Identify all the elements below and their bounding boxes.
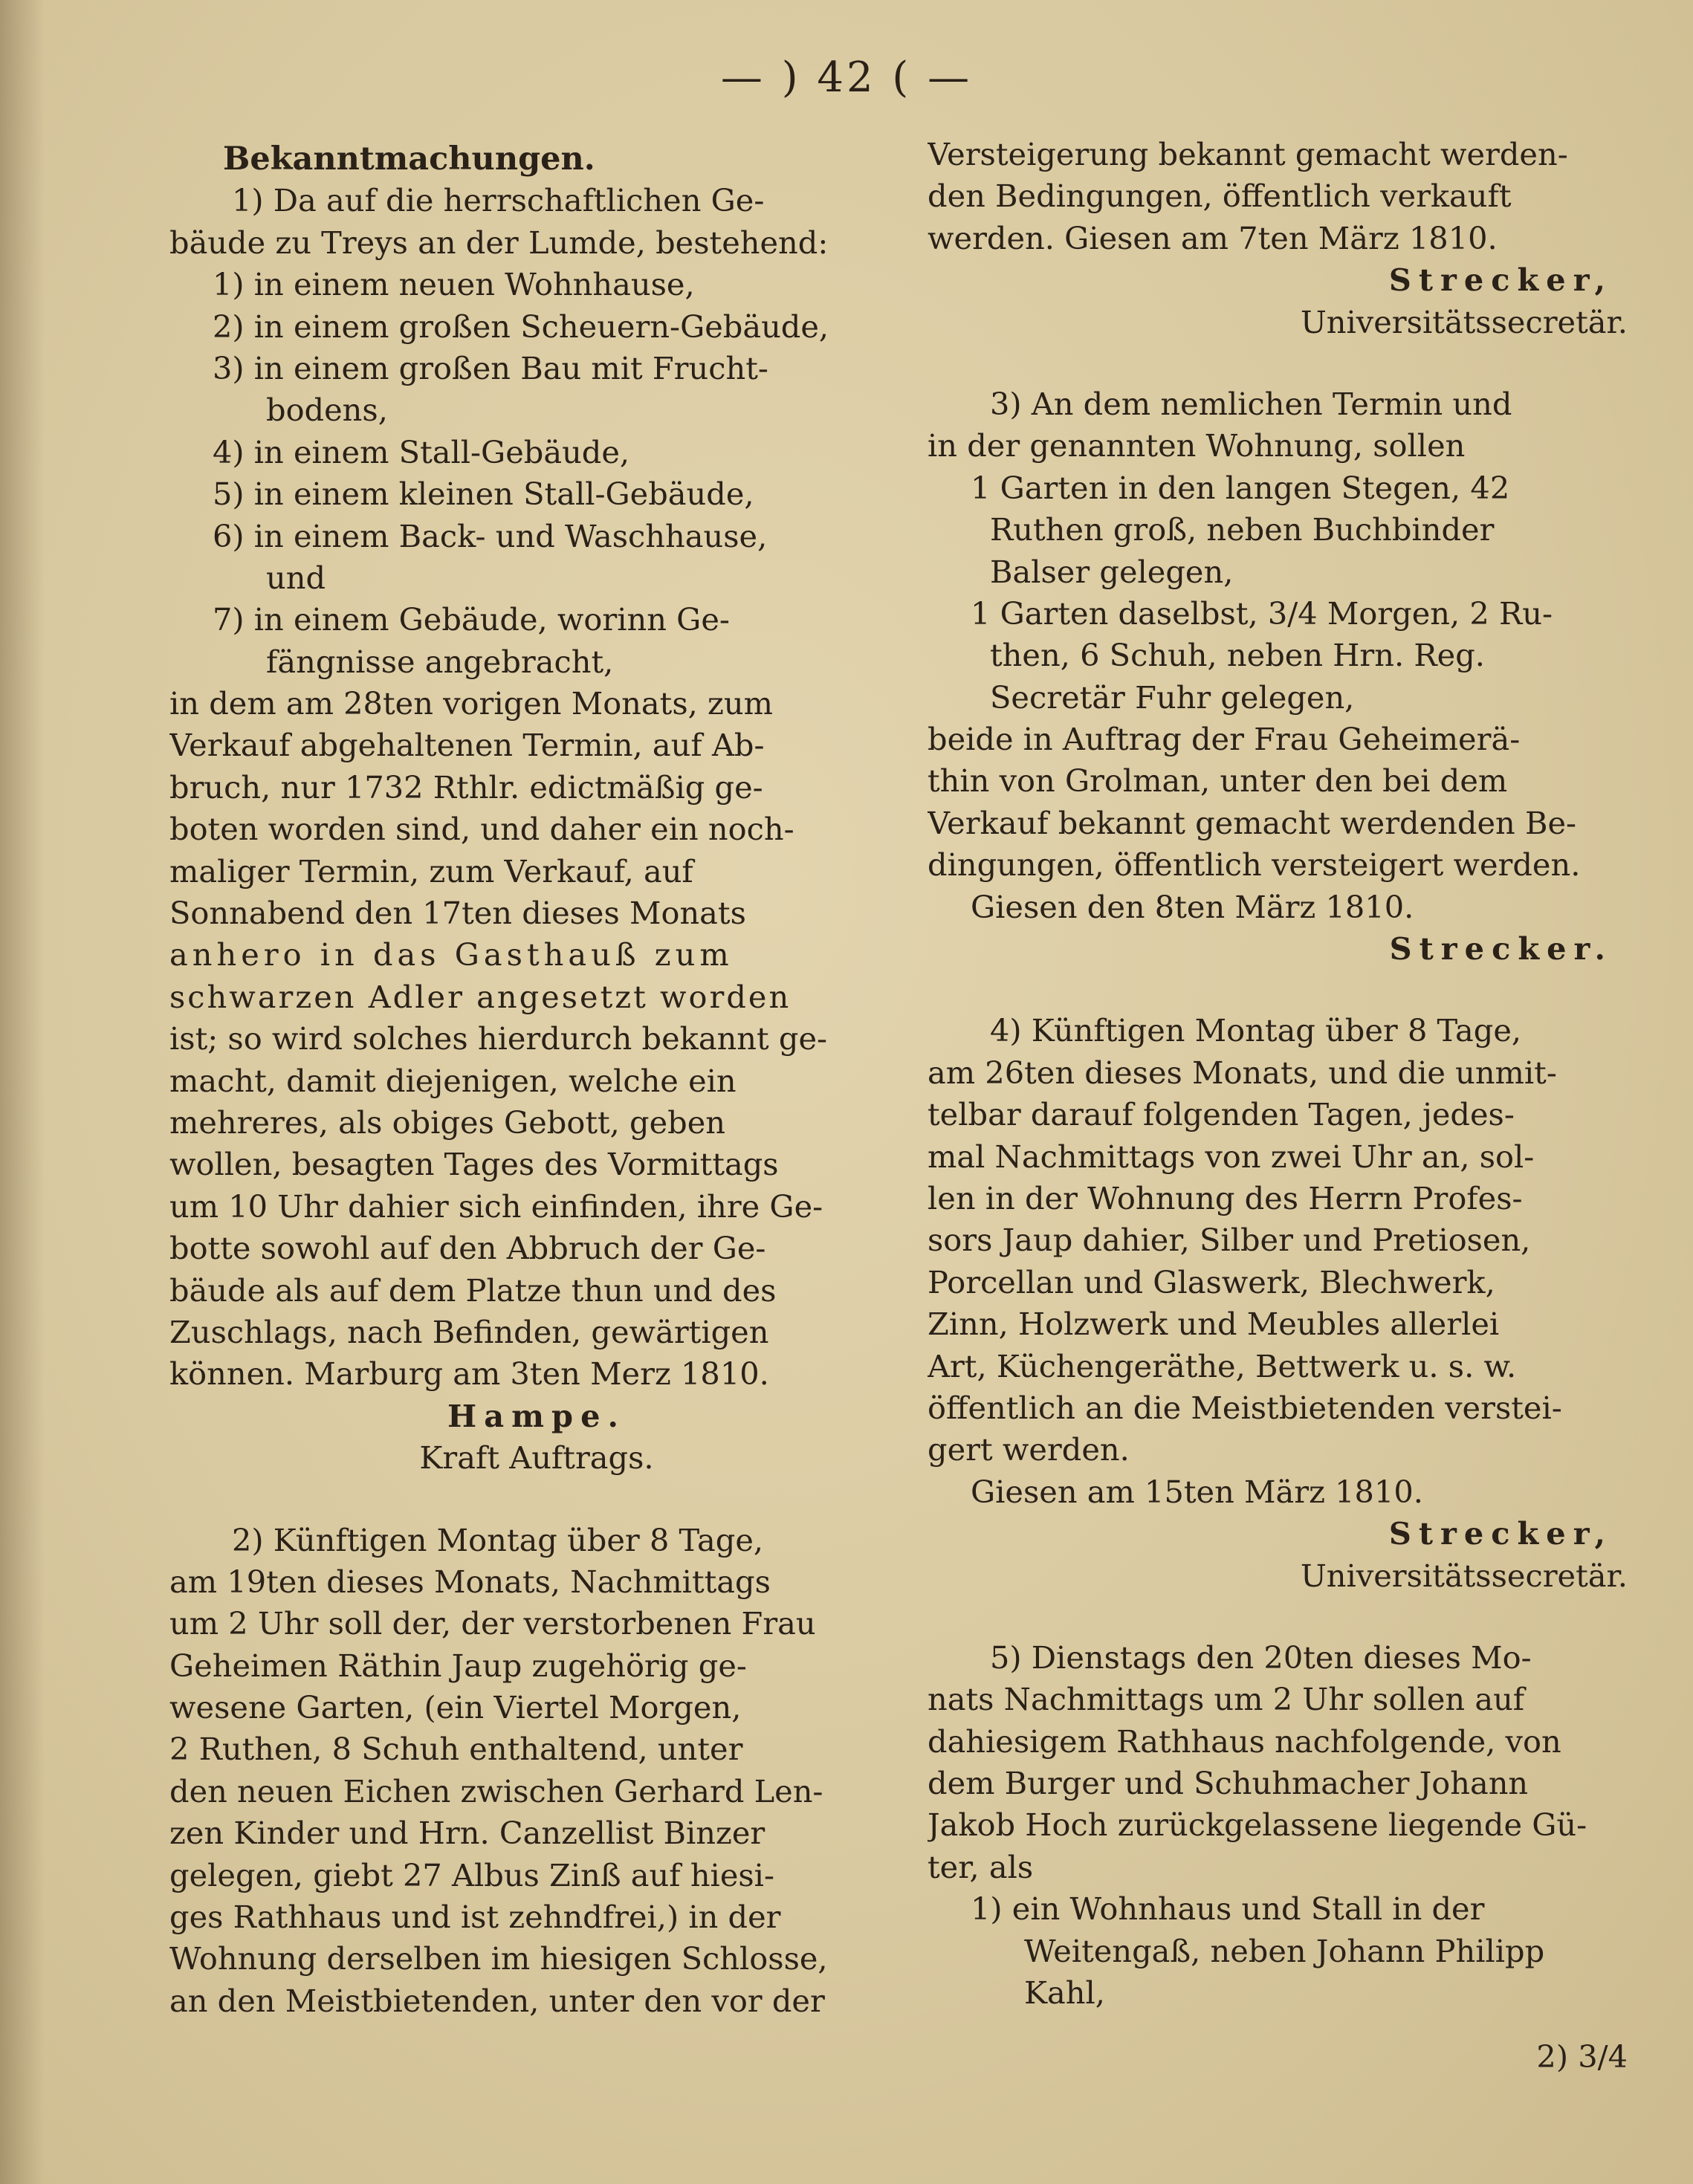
text-line: wesene Garten, (ein Viertel Morgen, [169, 1689, 742, 1726]
list-item: 1 Garten in den langen Stegen, 42 [971, 469, 1510, 506]
list-item: Weitengaß, neben Johann Philipp [1024, 1932, 1545, 1969]
text-line: Verkauf abgehaltenen Termin, auf Ab- [169, 727, 765, 764]
text-line: macht, damit diejenigen, welche ein [169, 1062, 737, 1099]
text-line: dahiesigem Rathhaus nachfolgende, von [928, 1723, 1561, 1760]
list-item: 7) in einem Gebäude, worinn Ge- [213, 601, 730, 638]
text-line: 2) Künftigen Montag über 8 Tage, [232, 1521, 764, 1558]
text-line: Verkauf bekannt gemacht werdenden Be- [928, 804, 1577, 841]
text-line: ter, als [928, 1848, 1034, 1885]
text-line: 5) Dienstags den 20ten dieses Mo- [990, 1639, 1532, 1676]
text-line: 4) Künftigen Montag über 8 Tage, [990, 1012, 1522, 1049]
signature-note: Kraft Auftrags. [419, 1439, 654, 1477]
page-number: — ) 42 ( — [720, 54, 973, 102]
list-item: und [266, 559, 326, 596]
list-item: bodens, [266, 392, 388, 429]
list-item: 1) in einem neuen Wohnhause, [213, 266, 695, 303]
text-line: Giesen am 15ten März 1810. [971, 1473, 1423, 1510]
text-line: den neuen Eichen zwischen Gerhard Len- [169, 1772, 823, 1809]
signature-title: Universitätssecretär. [1300, 303, 1628, 340]
gutter-shadow [0, 0, 45, 2184]
text-line: 1) Da auf die herrschaftlichen Ge- [232, 182, 765, 219]
list-item: 2) in einem großen Scheuern-Gebäude, [213, 308, 829, 345]
text-line: in der genannten Wohnung, sollen [928, 427, 1466, 464]
text-line: boten worden sind, und daher ein noch- [169, 811, 794, 848]
text-line: am 26ten dieses Monats, und die unmit- [928, 1054, 1557, 1091]
section-heading: Bekanntmachungen. [223, 140, 595, 178]
text-line: ges Rathhaus und ist zehndfrei,) in der [169, 1899, 781, 1936]
text-line: öffentlich an die Meistbietenden verstei- [928, 1389, 1562, 1426]
text-line: wollen, besagten Tages des Vormittags [169, 1146, 779, 1183]
text-line: gert werden. [928, 1431, 1130, 1468]
text-line: 2 Ruthen, 8 Schuh enthaltend, unter [169, 1731, 743, 1768]
right-column [928, 134, 1642, 2078]
text-line: mehreres, als obiges Gebott, geben [169, 1104, 726, 1141]
text-line: können. Marburg am 3ten Merz 1810. [169, 1355, 769, 1393]
text-line: sors Jaup dahier, Silber und Pretiosen, [928, 1222, 1531, 1259]
signature: Strecker, [1388, 262, 1613, 299]
text-line: thin von Grolman, unter den bei dem [928, 762, 1508, 800]
list-item: 1) ein Wohnhaus und Stall in der [971, 1890, 1485, 1928]
text-line: botte sowohl auf den Abbruch der Ge- [169, 1230, 766, 1267]
text-line: bruch, nur 1732 Rthlr. edictmäßig ge- [169, 768, 763, 806]
list-item: Secretär Fuhr gelegen, [990, 678, 1355, 716]
text-line: schwarzen Adler angesetzt worden [169, 978, 792, 1015]
text-line: nats Nachmittags um 2 Uhr sollen auf [928, 1681, 1525, 1718]
text-line: Zinn, Holzwerk und Meubles allerlei [928, 1306, 1500, 1343]
text-line: am 19ten dieses Monats, Nachmittags [169, 1563, 771, 1600]
text-line: um 2 Uhr soll der, der verstorbenen Frau [169, 1605, 816, 1642]
signature: Hampe. [447, 1397, 626, 1434]
text-line: Wohnung derselben im hiesigen Schlosse, [169, 1940, 828, 1977]
text-line: mal Nachmittags von zwei Uhr an, sol- [928, 1138, 1535, 1175]
signature: Strecker. [1389, 930, 1613, 968]
list-item: 5) in einem kleinen Stall-Gebäude, [213, 476, 754, 513]
list-item: 3) in einem großen Bau mit Frucht- [213, 349, 768, 386]
list-item: Balser gelegen, [990, 553, 1234, 590]
list-item: 4) in einem Stall-Gebäude, [213, 433, 630, 470]
text-line: werden. Giesen am 7ten März 1810. [928, 219, 1498, 256]
list-item: Kahl, [1024, 1974, 1105, 2012]
text-line: anhero in das Gasthauß zum [169, 936, 734, 973]
text-line: Giesen den 8ten März 1810. [971, 888, 1414, 925]
text-line: zen Kinder und Hrn. Canzellist Binzer [169, 1815, 765, 1852]
text-line: ist; so wird solches hierdurch bekannt ge- [169, 1020, 828, 1057]
text-line: Versteigerung bekannt gemacht werden- [928, 136, 1568, 172]
text-line: Sonnabend den 17ten dieses Monats [169, 895, 746, 932]
catchword: 2) 3/4 [1536, 2038, 1628, 2076]
list-item: fängnisse angebracht, [266, 643, 614, 680]
text-line: beide in Auftrag der Frau Geheimerä- [928, 721, 1521, 758]
text-line: maliger Termin, zum Verkauf, auf [169, 852, 693, 890]
text-line: dem Burger und Schuhmacher Johann [928, 1765, 1529, 1802]
text-line: dingungen, öffentlich versteigert werden. [928, 846, 1581, 884]
text-line: len in der Wohnung des Herrn Profes- [928, 1179, 1523, 1216]
text-line: telbar darauf folgenden Tagen, jedes- [928, 1096, 1515, 1133]
text-line: gelegen, giebt 27 Albus Zinß auf hiesi- [169, 1856, 774, 1893]
text-line: den Bedingungen, öffentlich verkauft [928, 178, 1512, 215]
text-line: bäude zu Treys an der Lumde, bestehend: [169, 224, 829, 261]
text-line: Zuschlags, nach Befinden, gewärtigen [169, 1313, 769, 1350]
text-line: 3) An dem nemlichen Termin und [990, 385, 1512, 422]
list-item: 1 Garten daselbst, 3/4 Morgen, 2 Ru- [971, 594, 1553, 632]
signature: Strecker, [1388, 1515, 1613, 1552]
text-line: in dem am 28ten vorigen Monats, zum [169, 685, 773, 722]
signature-title: Universitätssecretär. [1300, 1557, 1628, 1594]
left-column [169, 138, 904, 2022]
text-line: an den Meistbietenden, unter den vor der [169, 1982, 825, 2019]
text-line: Porcellan und Glaswerk, Blechwerk, [928, 1263, 1495, 1300]
text-line: um 10 Uhr dahier sich einfinden, ihre Ge- [169, 1187, 823, 1225]
text-line: Geheimen Räthin Jaup zugehörig ge- [169, 1647, 747, 1684]
list-item: then, 6 Schuh, neben Hrn. Reg. [990, 637, 1485, 674]
text-line: Art, Küchengeräthe, Bettwerk u. s. w. [928, 1347, 1517, 1384]
list-item: 6) in einem Back- und Waschhause, [213, 517, 768, 554]
list-item: Ruthen groß, neben Buchbinder [990, 511, 1495, 548]
text-line: Jakob Hoch zurückgelassene liegende Gü- [928, 1807, 1587, 1844]
text-line: bäude als auf dem Platze thun und des [169, 1271, 777, 1309]
